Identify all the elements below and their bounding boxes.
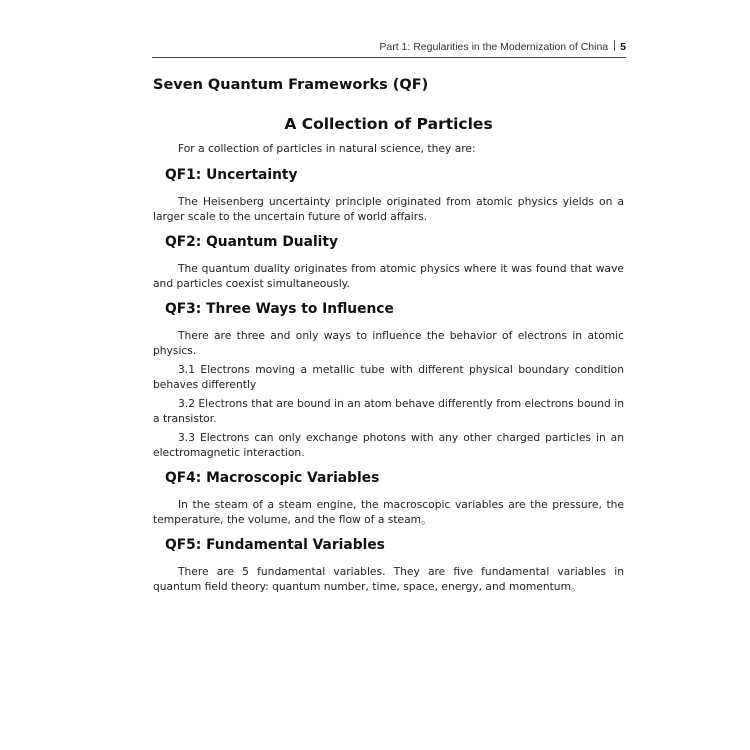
framework-qf2 [153,232,624,292]
framework-paragraph: 3.3 Electrons can only exchange photons with any other charged particles in an electromagnetic interaction. [153,430,624,459]
framework-heading: QF3: Three Ways to Influence [165,300,394,317]
framework-paragraph: 3.2 Electrons that are bound in an atom behave differently from electrons bound in a transistor. [153,396,624,425]
header-separator [614,40,615,51]
framework-paragraph: 3.1 Electrons moving a metallic tube with different physical boundary condition behaves differently [153,362,624,391]
header-rule [152,57,626,58]
framework-paragraph: There are three and only ways to influence the behavior of electrons in atomic physics. [153,328,624,357]
page-number: 5 [620,41,626,53]
framework-heading: QF1: Uncertainty [165,166,298,183]
framework-paragraph: In the steam of a steam engine, the macroscopic variables are the pressure, the temperature, the volume, and the flow of a steam。 [153,497,624,526]
framework-paragraph: The Heisenberg uncertainty principle originated from atomic physics yields on a larger scale to the uncertain future of world affairs. [153,194,624,223]
page-content [153,74,624,598]
intro-paragraph: For a collection of particles in natural science, they are: [178,142,476,155]
framework-qf1 [153,165,624,225]
framework-paragraph: The quantum duality originates from atomic physics where it was found that wave and particles coexist simultaneously. [153,261,624,290]
framework-qf4 [153,468,624,528]
running-title: Part 1: Regularities in the Modernization of China [379,41,609,53]
document-title: Seven Quantum Frameworks (QF) [153,77,429,93]
framework-qf3 [153,299,624,461]
framework-qf5 [153,535,624,595]
framework-paragraph: There are 5 fundamental variables. They are five fundamental variables in quantum field theory: quantum number, time, space, energy, and momentum。 [153,564,624,593]
framework-heading: QF2: Quantum Duality [165,233,338,250]
running-header [152,40,626,58]
framework-heading: QF4: Macroscopic Variables [165,469,380,486]
section-title: A Collection of Particles [284,115,493,133]
framework-heading: QF5: Fundamental Variables [165,536,385,553]
